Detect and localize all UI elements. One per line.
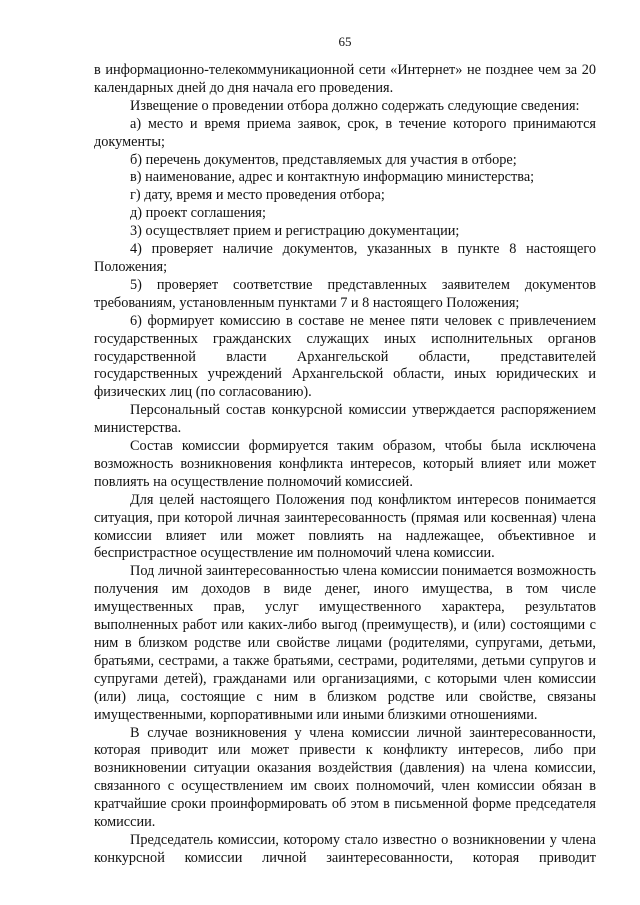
paragraph: 5) проверяет соответствие представленных заявителем документов требованиям, установленным пунктами 7 и 8 настоящего Положения; (94, 276, 596, 311)
paragraph: 4) проверяет наличие документов, указанных в пункте 8 настоящего Положения; (94, 241, 596, 275)
paragraph: б) перечень документов, представляемых для участия в отборе; (130, 151, 517, 168)
paragraph: Председатель комиссии, которому стало известно о возникновении у члена конкурсной комиссии личной заинтересованности, которая приводит (94, 831, 596, 866)
paragraph: в) наименование, адрес и контактную информацию министерства; (130, 169, 535, 186)
paragraph: Под личной заинтересованностью члена комиссии понимается возможность получения им доходов в виде денег, иного имущества, в том числе имущественных прав, услуг имущественного характера, результатов выполненных работ или каких-либо выгод (преимуществ), и (или) состоящими с ним в близком родстве или свойстве лицами (родителями, супругами, детьми, братьями, сестрами, а также братьями, сестрами, родителями, детьми супругов и супругами детей), гражданами или организациями, с которыми член комиссии (или) лица, состоящие с ним в близком родстве или свойстве, связаны имущественными, корпоративными или иными близкими отношениями. (94, 563, 596, 723)
paragraph: В случае возникновения у члена комиссии личной заинтересованности, которая приводит или может привести к конфликту интересов, либо при возникновении ситуации оказания воздействия (давления) на члена комиссии, связанного с осуществлением им своих полномочий, член комиссии обязан в кратчайшие сроки проинформировать об этом в письменной форме председателя комиссии. (94, 724, 596, 831)
paragraph: Состав комиссии формируется таким образом, чтобы была исключена возможность возникновения конфликта интересов, который влияет или может повлиять на осуществление полномочий комиссией. (94, 438, 596, 490)
paragraph: в информационно-телекоммуникационной сети «Интернет» не позднее чем за 20 календарных дней до дня начала его проведения. (94, 62, 596, 96)
paragraph: а) место и время приема заявок, срок, в течение которого принимаются документы; (94, 115, 596, 150)
paragraph: Извещение о проведении отбора должно содержать следующие сведения: (130, 97, 580, 114)
paragraph: д) проект соглашения; (130, 205, 266, 222)
paragraph: 3) осуществляет прием и регистрацию документации; (130, 223, 460, 240)
paragraph: Для целей настоящего Положения под конфликтом интересов понимается ситуация, при которой личная заинтересованность (прямая или косвенная) члена комиссии влияет или может повлиять на надлежащее, объективное и беспристрастное осуществление им полномочий члена комиссии. (94, 491, 596, 562)
paragraph: Персональный состав конкурсной комиссии утверждается распоряжением министерства. (94, 402, 596, 437)
document-body (94, 62, 596, 868)
paragraph: г) дату, время и место проведения отбора; (130, 187, 385, 204)
paragraph: 6) формирует комиссию в составе не менее пяти человек с привлечением государственных гражданских служащих иных исполнительных органов государственной власти Архангельской области, представителей государственных учреждений Архангельской области, иных юридических и физических лиц (по согласованию). (94, 312, 596, 401)
page-number: 65 (338, 34, 352, 49)
